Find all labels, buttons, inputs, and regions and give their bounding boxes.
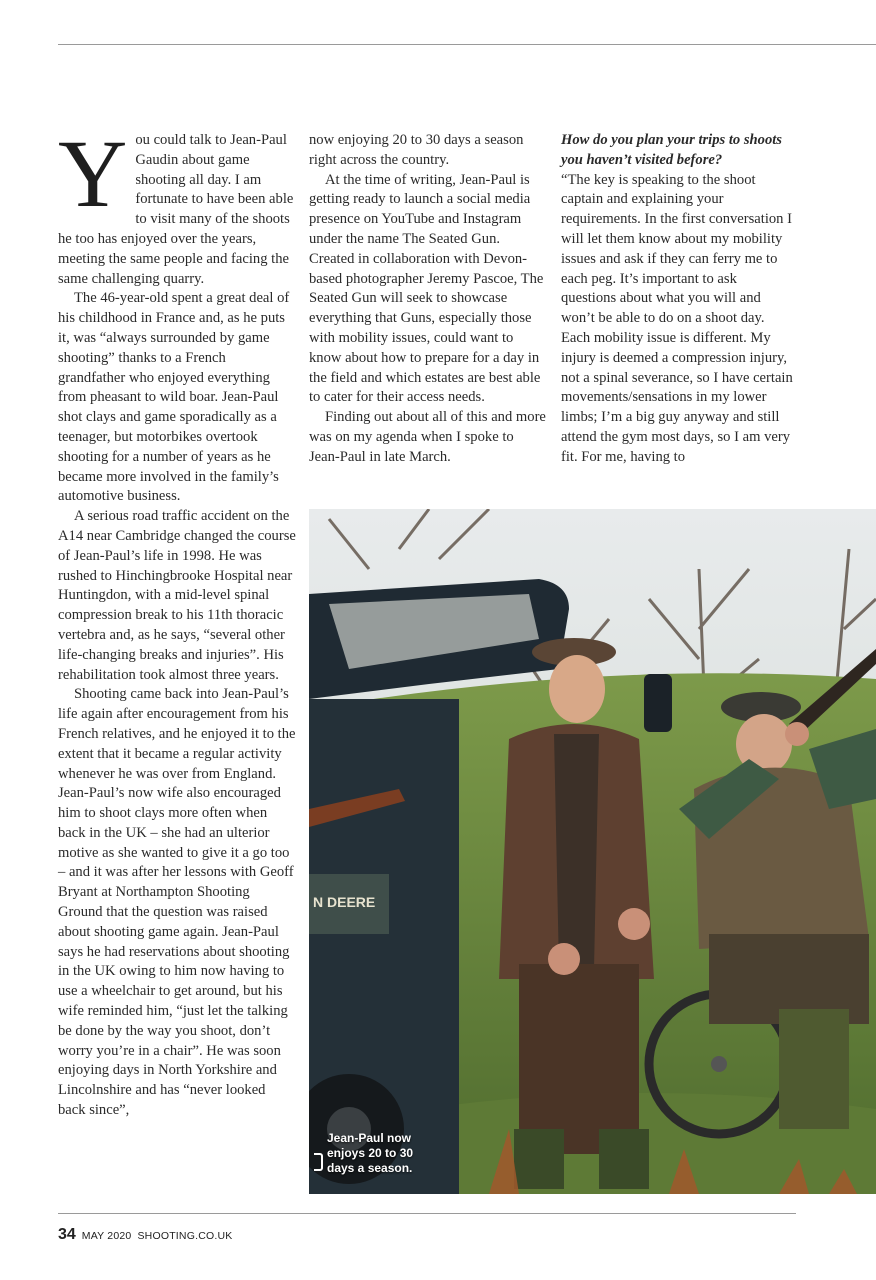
caption-marker-icon (314, 1153, 323, 1171)
bottom-rule (58, 1213, 796, 1214)
column-1 (58, 120, 296, 1121)
paragraph-return: Shooting came back into Jean-Paul’s life again after encouragement from his French relatives, and he enjoyed it to the extent that it became a regular activity whenever he was over from England. Jean-Paul’s now wife also encouraged him to shoot clays more often when back in the UK – she had an ulterior motive as she wanted to give it a go too – and it was after her lessons with Geoff Bryant at Northampton Shooting Ground that the question was raised about shooting game again. Jean-Paul says he had reservations about shooting in the UK owing to him now having to use a wheelchair to get around, but his wife reminded him, “just let the talking be done by the way you shoot, don’t worry you’re in a chair”. He was soon enjoying days in North Yorkshire and Lincolnshire and has “never looked back since”, (58, 686, 296, 1119)
page-footer (58, 1226, 232, 1244)
paragraph-accident: A serious road traffic accident on the A14 near Cambridge changed the course of Jean-Paul’s life in 1998. He was rushed to Hinchingbrooke Hospital near Huntingdon, with a mid-level spinal compression break to his 11th thoracic vertebra and, as he says, “several other life-changing breaks and injuries”. His rehabilitation took almost three years. (58, 508, 296, 683)
shooting-scene-illustration (309, 509, 876, 1194)
vehicle-badge: N DEERE (313, 894, 376, 910)
paragraph-continuation: now enjoying 20 to 30 days a season right across the country. (309, 132, 524, 168)
feature-photo (309, 509, 876, 1194)
interview-answer: “The key is speaking to the shoot captain and explaining your requirements. In the first conversation I will let them know about my mobility issues and ask if they can ferry me to each peg. It’s important to ask questions about what you will and won’t be able to do on a shoot day. Each mobility issue is different. My injury is deemed a compression injury, not a spinal severance, so I have certain movements/sensations in my lower limbs; I’m a big guy anyway and still attend the gym most days, so I am very fit. For me, having to (561, 171, 793, 465)
drop-cap: Y (58, 120, 128, 227)
column-3 (561, 131, 793, 468)
paragraph-agenda: Finding out about all of this and more was on my agenda when I spoke to Jean-Paul in late March. (309, 409, 546, 465)
issue-date: MAY 2020 (81, 1230, 132, 1242)
top-rule (58, 44, 876, 45)
interview-question: How do you plan your trips to shoots you haven’t visited before? (561, 132, 782, 168)
column-2 (309, 131, 546, 468)
page-number: 34 (58, 1226, 76, 1243)
paragraph-seated-gun: At the time of writing, Jean-Paul is getting ready to launch a social media presence on YouTube and Instagram under the name The Seated Gun. Created in collaboration with Devon-based photographer Jeremy Pascoe, The Seated Gun will seek to showcase everything that Guns, especially those with mobility issues, could want to know about how to prepare for a day in the field and which estates are best able to cater for their access needs. (309, 171, 544, 406)
paragraph-childhood: The 46-year-old spent a great deal of his childhood in France and, as he puts it, was “always surrounded by game shooting” thanks to a French grandfather who enjoyed everything from pheasant to wild boar. Jean-Paul shot clays and game sporadically as a teenager, but motorbikes overtook shooting for a number of years as he became more involved in the family’s automotive business. (58, 290, 290, 505)
photo-caption: Jean-Paul now enjoys 20 to 30 days a season. (327, 1131, 414, 1175)
intro-paragraph: You could talk to Jean-Paul Gaudin about game shooting all day. I am fortunate to have been able to visit many of the shoots he too has enjoyed over the years, meeting the same people and facing the same challenging quarry. (58, 120, 294, 287)
website: SHOOTING.CO.UK (137, 1230, 233, 1242)
